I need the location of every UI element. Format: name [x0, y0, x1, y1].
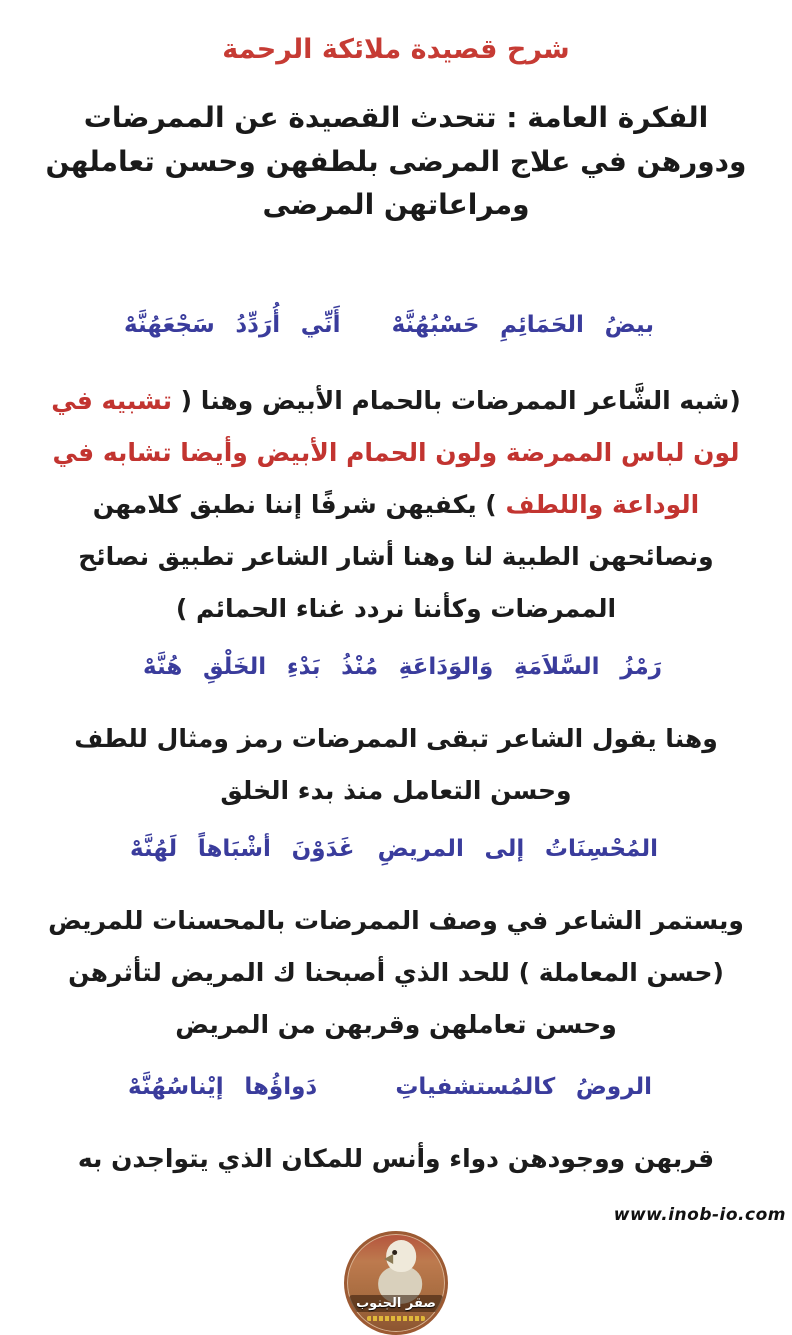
verse-3-hemistich-left: غَدَوْنَ أشْبَاهاً لَهُنَّهْ: [130, 835, 355, 862]
verse-3-hemistich-right: المُحْسِنَاتُ إلى المريضِ: [377, 835, 658, 862]
logo-title: صقر الجنوب: [349, 1295, 443, 1312]
explanation-1-red-segment: تشبيه في لون لباس الممرضة ولون الحمام الأبيض وأيضا تشابه في الوداعة واللطف: [51, 385, 740, 519]
falcon-icon: [374, 1240, 426, 1302]
verse-line-2: [0, 647, 792, 687]
logo-subtitle-decoration: [367, 1316, 425, 1321]
verse-1-hemistich-right: بيضُ الحَمَائِمِ حَسْبُهُنَّهْ: [391, 311, 654, 338]
verse-line-4: [0, 1067, 792, 1107]
explanation-3: ويستمر الشاعر في وصف الممرضات بالمحسنات للمريض (حسن المعاملة ) للحد الذي أصبحنا ك المريض لتأثرهن وحسن تعاملهن وقربهن من المريض: [48, 905, 744, 1039]
logo-saqr-aljanoub: [344, 1231, 448, 1335]
general-idea-paragraph: الفكرة العامة : تتحدث القصيدة عن الممرضات ودورهن في علاج المرضى بلطفهن وحسن تعاملهن ومراعاتهن المرضى: [45, 101, 747, 222]
page-title: شرح قصيدة ملائكة الرحمة: [222, 34, 570, 65]
explanation-2: وهنا يقول الشاعر تبقى الممرضات رمز ومثال للطف وحسن التعامل منذ بدء الخلق: [74, 723, 718, 805]
explanation-4: قربهن ووجودهن دواء وأنس للمكان الذي يتواجدن به: [77, 1143, 715, 1173]
explanation-1: [34, 375, 758, 635]
verse-4-hemistich-left: دَواؤُها إيْناسُهُنَّهْ: [128, 1073, 318, 1100]
verse-line-1: [0, 305, 792, 345]
explanation-1-black-lead: (شبه الشَّاعر الممرضات بالحمام الأبيض وهنا (: [180, 385, 741, 415]
document-page: [0, 34, 792, 1311]
verse-1-hemistich-left: أَنِّي أُرَدِّدُ سَجْعَهُنَّهْ: [124, 311, 341, 338]
explanation-1-black-tail: ) يكفيهن شرفًا إننا نطبق كلامهن ونصائحهن الطبية لنا وهنا أشار الشاعر تطبيق نصائح الممرضات وكأننا نردد غناء الحمائم ): [78, 489, 714, 623]
watermark-url: www.inob-io.com: [613, 1205, 786, 1225]
verse-2-hemistich-left: عَةِ مُنْذُ بَدْءِ الخَلْقِ هُنَّهْ: [143, 653, 429, 680]
verse-line-3: [0, 829, 792, 869]
verse-2-hemistich-right: رَمْزُ السَّلاَمَةِ وَالوَدَا: [428, 653, 662, 680]
verse-4-hemistich-right: الروضُ كالمُستشفياتِ: [395, 1073, 652, 1100]
